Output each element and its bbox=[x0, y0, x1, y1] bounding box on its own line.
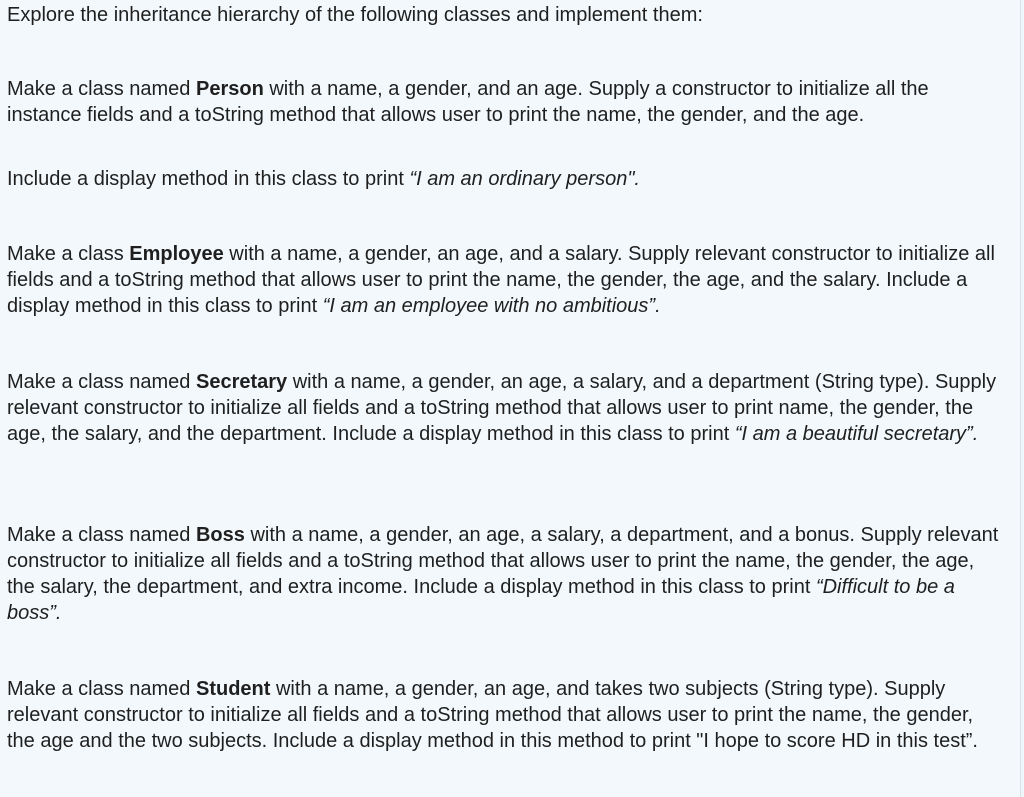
person-display-quote: “I am an ordinary person". bbox=[409, 168, 640, 190]
intro-text: Explore the inheritance hierarchy of the following classes and implement them: bbox=[7, 4, 703, 26]
student-paragraph bbox=[7, 676, 1003, 754]
student-class-name: Student bbox=[195, 678, 271, 700]
secretary-display-quote: “I am a beautiful secretary”. bbox=[734, 423, 979, 445]
person-text-post: with a name, a gender, and an age. Supply a constructor to initialize all the instance fields and a toString method that allows user to print the name, the gender, and the age. bbox=[7, 78, 929, 126]
secretary-text-pre: Make a class named bbox=[7, 371, 196, 393]
person-class-name: Person bbox=[195, 78, 264, 100]
boss-text-pre: Make a class named bbox=[7, 524, 196, 546]
person-text-pre: Make a class named bbox=[7, 78, 196, 100]
person-display-paragraph bbox=[7, 166, 640, 192]
person-paragraph bbox=[7, 76, 1003, 128]
employee-paragraph bbox=[7, 241, 1003, 319]
employee-text-post: with a name, a gender, an age, and a salary. Supply relevant constructor to initialize all fields and a toString method that allows user to print the name, the gender, the age, and the salary. Include a display method in this class to print bbox=[7, 243, 995, 317]
secretary-paragraph bbox=[7, 369, 1003, 447]
employee-class-name: Employee bbox=[129, 243, 224, 265]
boss-text-post: with a name, a gender, an age, a salary, a department, and a bonus. Supply relevant constructor to initialize all fields and a toString method that allows user to print the name, the gender, the age, the salary, the department, and extra income. Include a display method in this class to print bbox=[7, 524, 999, 598]
boss-class-name: Boss bbox=[195, 524, 245, 546]
employee-display-quote: “I am an employee with no ambitious”. bbox=[322, 295, 661, 317]
employee-text-pre: Make a class bbox=[7, 243, 130, 265]
boss-display-quote: “Difficult to be a boss”. bbox=[7, 576, 955, 624]
person-display-pre: Include a display method in this class to print bbox=[7, 168, 410, 190]
boss-paragraph bbox=[7, 522, 1003, 626]
student-text-pre: Make a class named bbox=[7, 678, 196, 700]
secretary-text-post: with a name, a gender, an age, a salary, and a department (String type). Supply relevant constructor to initialize all fields and a toString method that allows user to print name, the gender, the age, the salary, and the department. Include a display method in this class to print bbox=[7, 371, 997, 445]
secretary-class-name: Secretary bbox=[195, 371, 288, 393]
student-text-post: with a name, a gender, an age, and takes two subjects (String type). Supply relevant constructor to initialize all fields and a toString method that allows user to print the name, the gender, the age and the two subjects. Include a display method in this method to print "I hope to score HD in this test”. bbox=[7, 678, 978, 752]
